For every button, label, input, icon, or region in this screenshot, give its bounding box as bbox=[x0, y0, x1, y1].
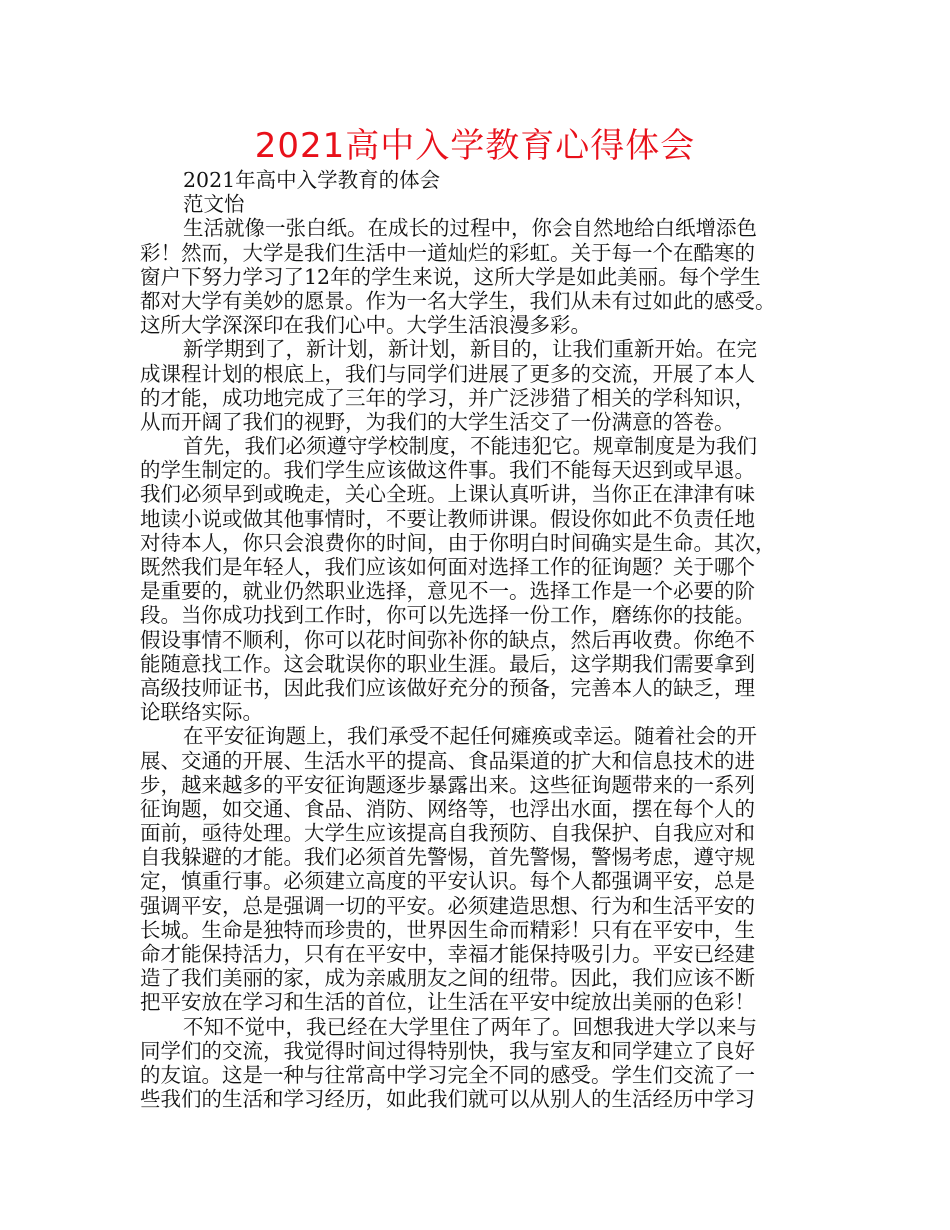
text-line: 强调平安，总是强调一切的平安。必须建造思想、行为和生活平安的 bbox=[140, 893, 755, 918]
text-line: 能随意找工作。这会耽误你的职业生涯。最后，这学期我们需要拿到 bbox=[140, 651, 755, 676]
text-line: 成课程计划的根底上，我们与同学们进展了更多的交流，开展了本人 bbox=[140, 361, 755, 386]
text-line: 新学期到了，新计划，新计划，新目的，让我们重新开始。在完 bbox=[183, 337, 757, 362]
text-line: 首先，我们必须遵守学校制度，不能违犯它。规章制度是为我们 bbox=[183, 434, 757, 459]
text-line: 步，越来越多的平安征询题逐步暴露出来。这些征询题带来的一系列 bbox=[140, 772, 755, 797]
text-line: 2021年高中入学教育的体会 bbox=[183, 168, 441, 192]
text-line: 假设事情不顺利，你可以花时间弥补你的缺点，然后再收费。你绝不 bbox=[140, 627, 755, 652]
text-line: 论联络实际。 bbox=[140, 700, 263, 725]
text-line: 自我躲避的才能。我们必须首先警惕，首先警惕，警惕考虑，遵守规 bbox=[140, 845, 755, 870]
text-line: 面前，亟待处理。大学生应该提高自我预防、自我保护、自我应对和 bbox=[140, 821, 755, 846]
text-line: 把平安放在学习和生活的首位，让生活在平安中绽放出美丽的色彩！ bbox=[140, 990, 755, 1015]
text-line: 这所大学深深印在我们心中。大学生活浪漫多彩。 bbox=[140, 313, 591, 338]
text-line: 段。当你成功找到工作时，你可以先选择一份工作，磨练你的技能。 bbox=[140, 603, 755, 628]
text-line: 造了我们美丽的家，成为亲戚朋友之间的纽带。因此，我们应该不断 bbox=[140, 966, 755, 991]
text-line: 生活就像一张白纸。在成长的过程中，你会自然地给白纸增添色 bbox=[183, 216, 757, 241]
text-line: 彩！然而，大学是我们生活中一道灿烂的彩虹。关于每一个在酷寒的 bbox=[140, 240, 755, 265]
text-line: 是重要的，就业仍然职业选择，意见不一。选择工作是一个必要的阶 bbox=[140, 579, 755, 604]
text-line: 展、交通的开展、生活水平的提高、食品渠道的扩大和信息技术的进 bbox=[140, 748, 755, 773]
text-line: 对待本人，你只会浪费你的时间，由于你明白时间确实是生命。其次， bbox=[140, 530, 776, 555]
text-line: 窗户下努力学习了12年的学生来说，这所大学是如此美丽。每个学生 bbox=[140, 264, 761, 289]
text-line: 在平安征询题上，我们承受不起任何瘫痪或幸运。随着社会的开 bbox=[183, 724, 757, 749]
text-line: 既然我们是年轻人，我们应该如何面对选择工作的征询题？关于哪个 bbox=[140, 555, 755, 579]
text-line: 征询题，如交通、食品、消防、网络等，也浮出水面，摆在每个人的 bbox=[140, 796, 755, 821]
text-line: 我们必须早到或晚走，关心全班。上课认真听讲，当你正在津津有味 bbox=[140, 482, 755, 507]
text-line: 些我们的生活和学习经历，如此我们就可以从别人的生活经历中学习 bbox=[140, 1087, 755, 1112]
text-line: 长城。生命是独特而珍贵的，世界因生命而精彩！只有在平安中，生 bbox=[140, 917, 755, 942]
text-line: 同学们的交流，我觉得时间过得特别快，我与室友和同学建立了良好 bbox=[140, 1038, 755, 1063]
text-line: 不知不觉中，我已经在大学里住了两年了。回想我进大学以来与 bbox=[183, 1014, 757, 1039]
text-line: 命才能保持活力，只有在平安中，幸福才能保持吸引力。平安已经建 bbox=[140, 942, 755, 966]
text-line: 范文怡 bbox=[183, 192, 245, 217]
text-line: 的才能，成功地完成了三年的学习，并广泛涉猎了相关的学科知识， bbox=[140, 385, 755, 410]
text-line: 从而开阔了我们的视野，为我们的大学生活交了一份满意的答卷。 bbox=[140, 409, 735, 434]
text-line: 的友谊。这是一种与往常高中学习完全不同的感受。学生们交流了一 bbox=[140, 1062, 755, 1087]
text-line: 高级技师证书，因此我们应该做好充分的预备，完善本人的缺乏，理 bbox=[140, 675, 755, 700]
document-title: 2021高中入学教育心得体会 bbox=[254, 126, 696, 166]
text-line: 的学生制定的。我们学生应该做这件事。我们不能每天迟到或早退。 bbox=[140, 458, 755, 483]
text-line: 都对大学有美妙的愿景。作为一名大学生，我们从未有过如此的感受。 bbox=[140, 288, 776, 313]
text-line: 地读小说或做其他事情时，不要让教师讲课。假设你如此不负责任地 bbox=[140, 506, 755, 531]
text-line: 定，慎重行事。必须建立高度的平安认识。每个人都强调平安，总是 bbox=[140, 869, 755, 894]
document-body bbox=[140, 168, 802, 1111]
